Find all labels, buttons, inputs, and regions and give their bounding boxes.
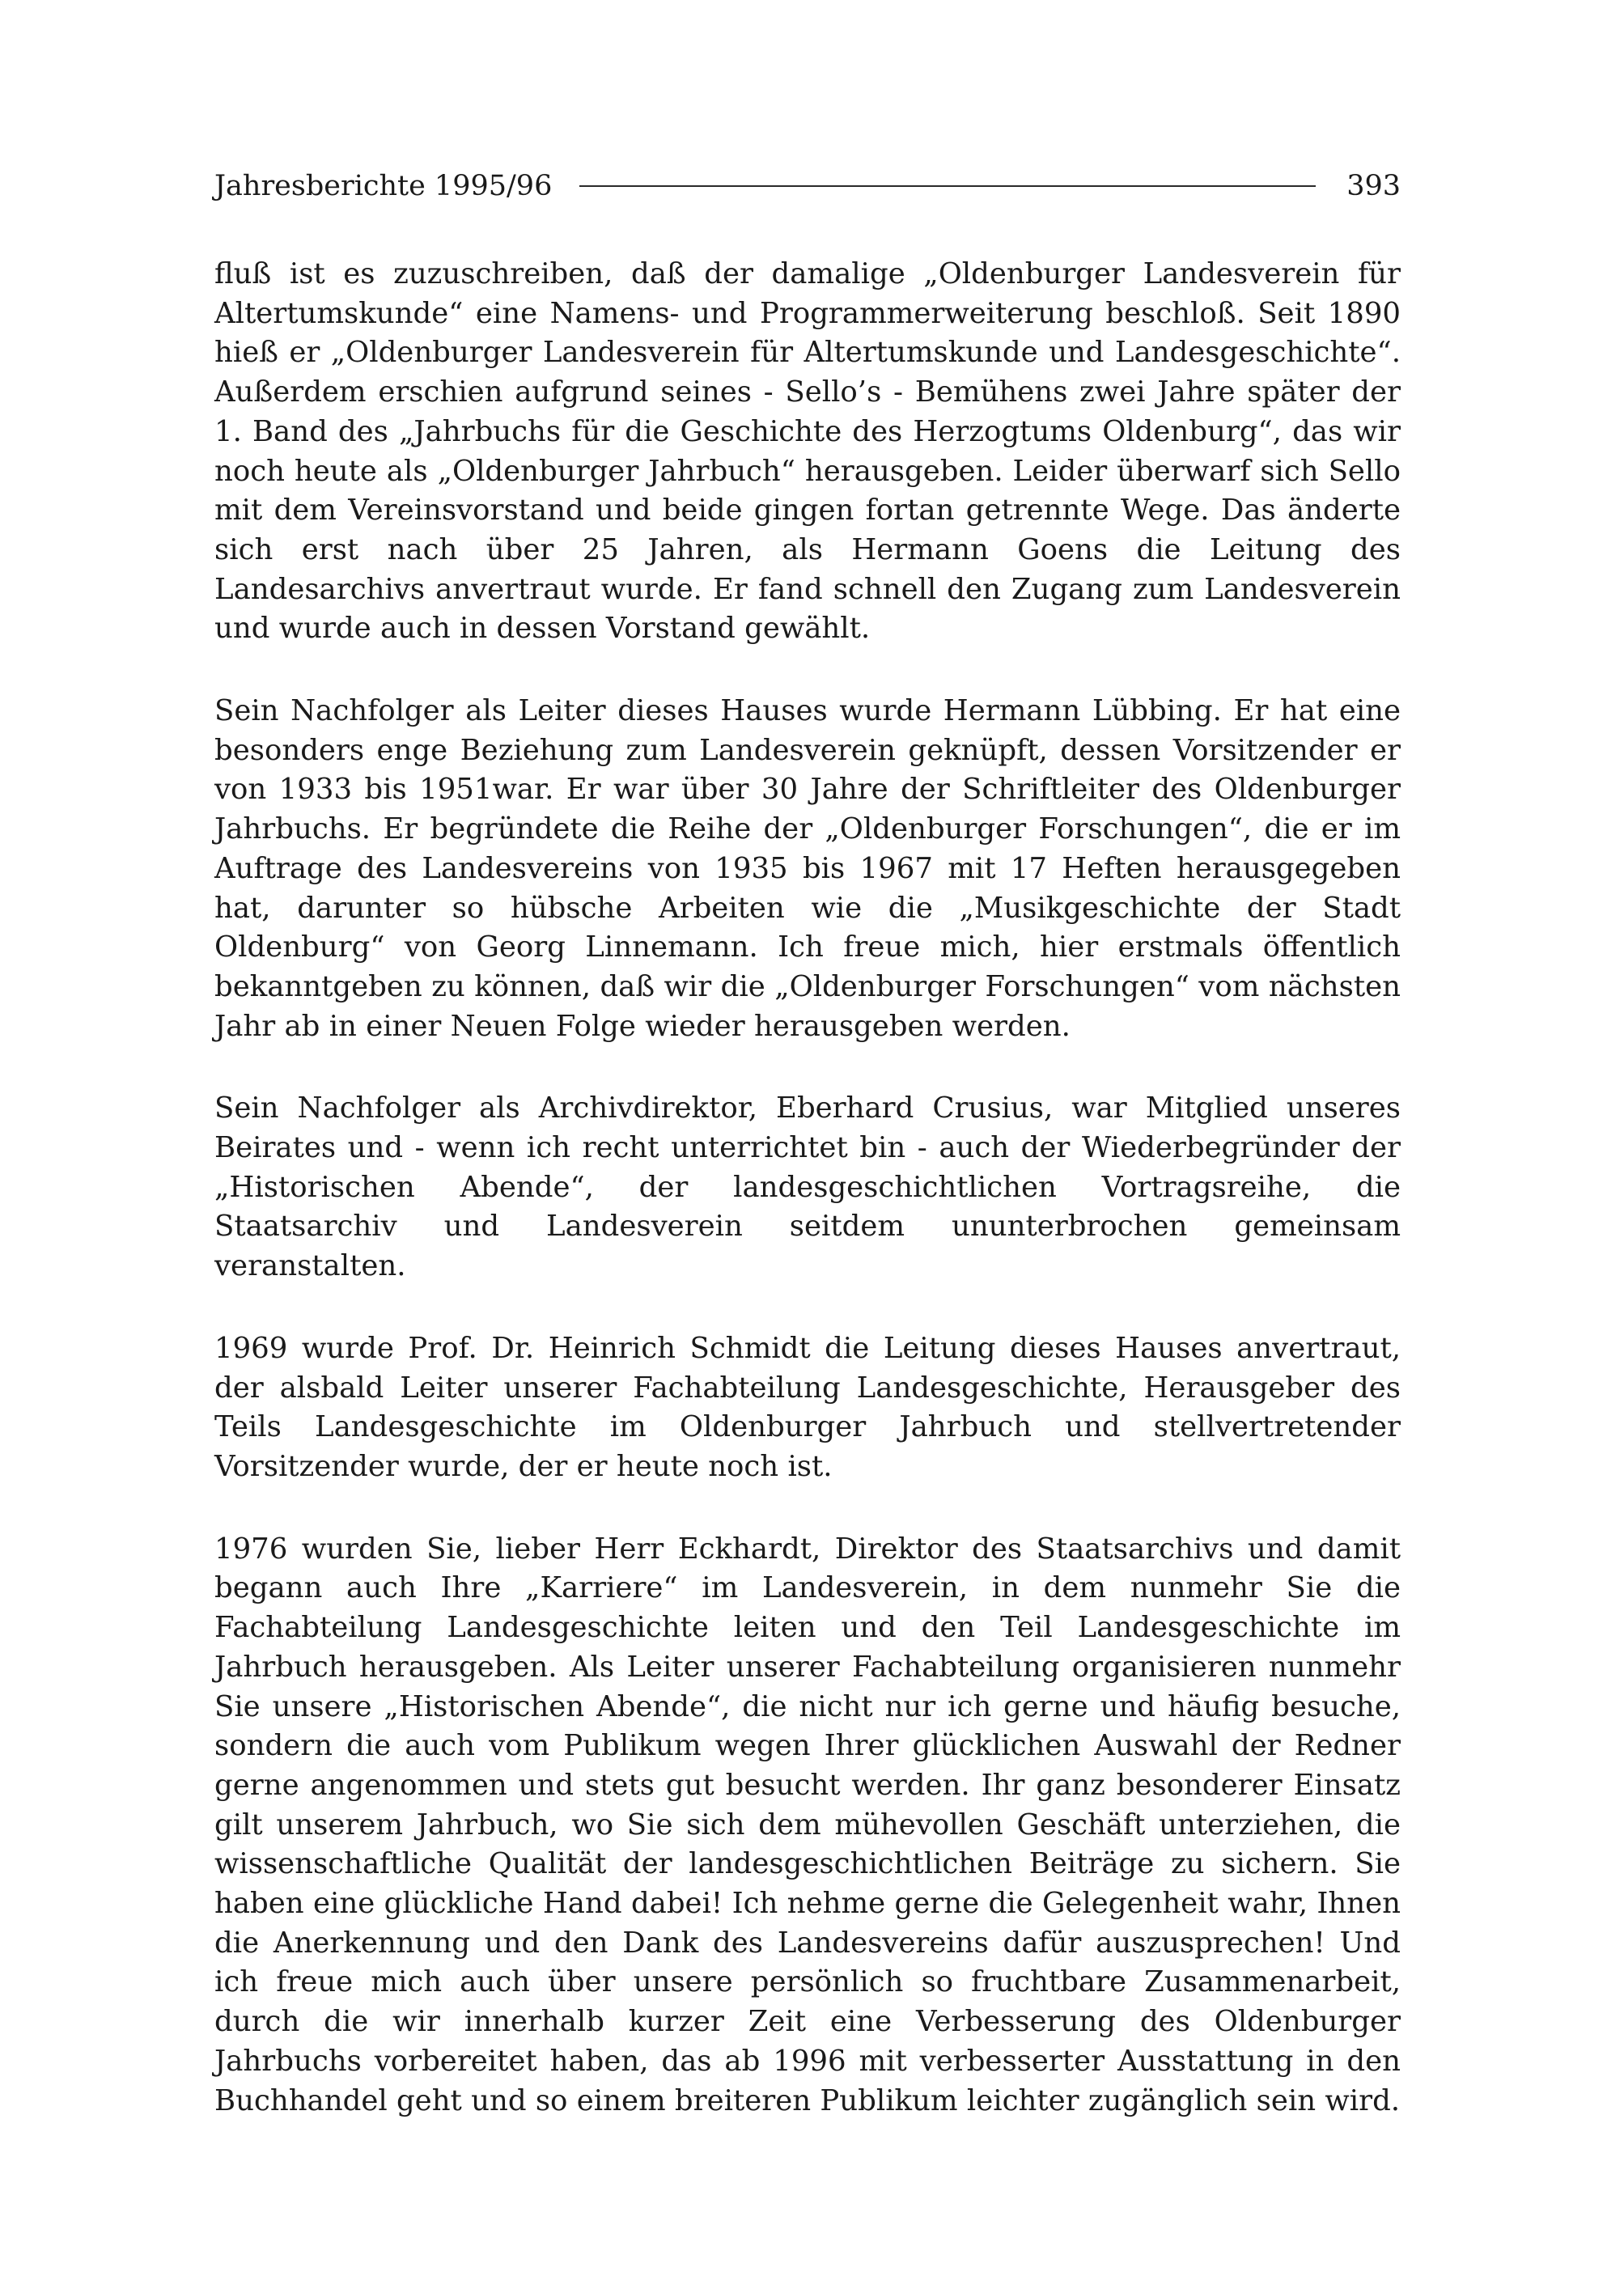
- paragraph-2: Sein Nachfolger als Leiter dieses Hauses wurde Hermann Lübbing. Er hat eine besonders enge Beziehung zum Landesverein geknüpft, dessen Vorsitzender er von 1933 bis 1951war. Er war über 30 Jahre der Schriftleiter des Oldenburger Jahrbuchs. Er begründete die Reihe der „Oldenburger Forschungen“, die er im Auftrage des Landesvereins von 1935 bis 1967 mit 17 Heften herausgegeben hat, darunter so hübsche Arbeiten wie die „Musikgeschichte der Stadt Oldenburg“ von Georg Linnemann. Ich freue mich, hier erstmals öffentlich bekanntgeben zu können, daß wir die „Oldenburger Forschungen“ vom nächsten Jahr ab in einer Neuen Folge wieder herausgeben werden.: [214, 694, 1401, 1043]
- running-head: Jahresberichte 1995/96: [214, 170, 553, 202]
- page-number: 393: [1346, 170, 1401, 202]
- paragraph-5: 1976 wurden Sie, lieber Herr Eckhardt, Direktor des Staatsarchivs und damit begann auch Ihre „Karriere“ im Landesverein, in dem nunmehr Sie die Fachabteilung Landesgeschichte leiten und den Teil Landesgeschichte im Jahrbuch herausgeben. Als Leiter unserer Fachabteilung organisieren nunmehr Sie unsere „Historischen Abende“, die nicht nur ich gerne und häufig besuche, sondern die auch vom Publikum wegen Ihrer glücklichen Auswahl der Redner gerne angenommen und stets gut besucht werden. Ihr ganz besonderer Einsatz gilt unserem Jahrbuch, wo Sie sich dem mühevollen Geschäft unterziehen, die wissenschaftliche Qualität der landesgeschichtlichen Beiträge zu sichern. Sie haben eine glückliche Hand dabei! Ich nehme gerne die Gelegenheit wahr, Ihnen die Anerkennung und den Dank des Landesvereins dafür auszusprechen! Und ich freue mich auch über unsere persönlich so fruchtbare Zusammenarbeit, durch die wir innerhalb kurzer Zeit eine Verbesserung des Oldenburger Jahrbuchs vorbereitet haben, das ab 1996 mit verbesserter Ausstattung in den Buchhandel geht und so einem breiteren Publikum leichter zugänglich sein wird.: [214, 1532, 1401, 2117]
- body-text: [214, 255, 1401, 2164]
- header-rule: [579, 185, 1316, 187]
- page-header: [214, 166, 1401, 206]
- paragraph-4: 1969 wurde Prof. Dr. Heinrich Schmidt die Leitung dieses Hauses anvertraut, der alsbald Leiter unserer Fachabteilung Landesgeschichte, Herausgeber des Teils Landesgeschichte im Oldenburger Jahrbuch und stellvertretender Vorsitzender wurde, der er heute noch ist.: [214, 1331, 1401, 1483]
- paragraph-1: fluß ist es zuzuschreiben, daß der damalige „Oldenburger Landesverein für Altertumskunde“ eine Namens- und Programmerweiterung beschloß. Seit 1890 hieß er „Oldenburger Landesverein für Altertumskunde und Landesgeschichte“. Außerdem erschien aufgrund seines - Sello’s - Bemühens zwei Jahre später der 1. Band des „Jahrbuchs für die Geschichte des Herzogtums Oldenburg“, das wir noch heute als „Oldenburger Jahrbuch“ herausgeben. Leider überwarf sich Sello mit dem Vereinsvorstand und beide gingen fortan getrennte Wege. Das änderte sich erst nach über 25 Jahren, als Hermann Goens die Leitung des Landesarchivs anvertraut wurde. Er fand schnell den Zugang zum Landesverein und wurde auch in dessen Vorstand gewählt.: [214, 257, 1401, 646]
- paragraph-3: Sein Nachfolger als Archivdirektor, Eberhard Crusius, war Mitglied unseres Beirates und - wenn ich recht unterrichtet bin - auch der Wiederbegründer der „Historischen Abende“, der landesgeschichtlichen Vortragsreihe, die Staatsarchiv und Landesverein seitdem ununterbrochen gemeinsam veranstalten.: [214, 1091, 1401, 1283]
